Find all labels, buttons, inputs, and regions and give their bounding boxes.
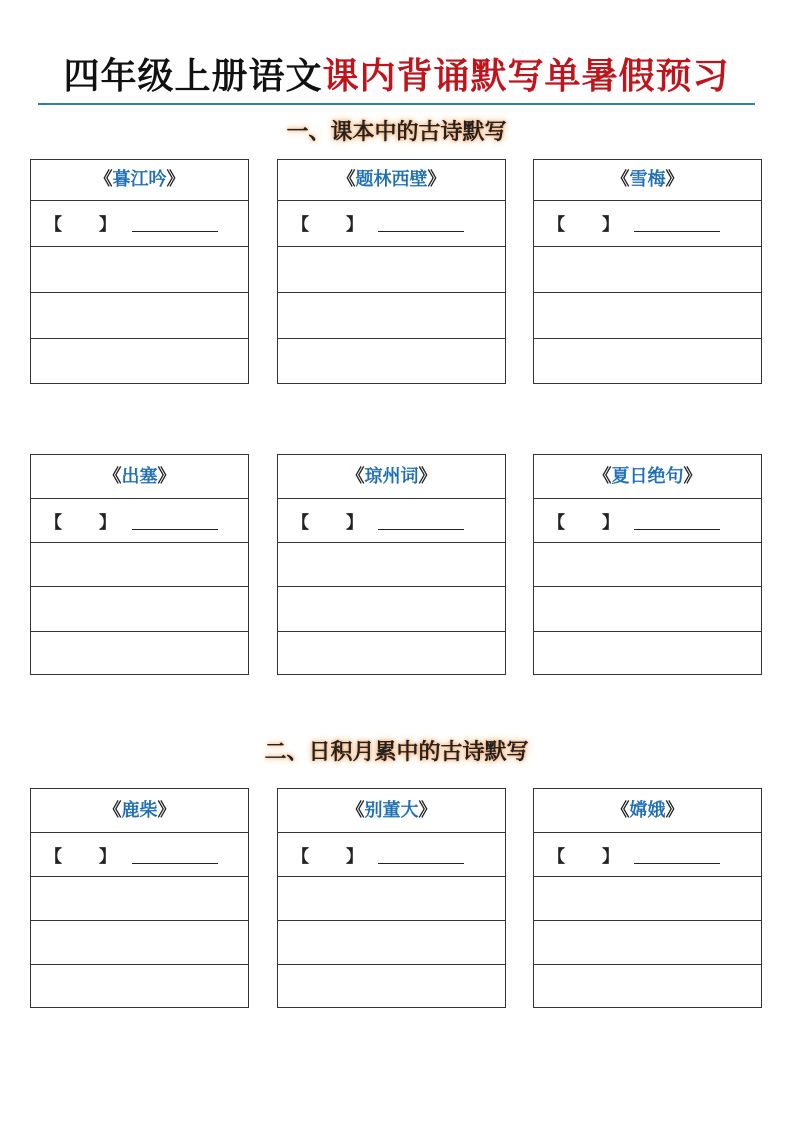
- author-blank-line[interactable]: [378, 529, 464, 530]
- quote-open: 《: [94, 169, 113, 190]
- dynasty-bracket-close: 】: [346, 513, 363, 533]
- poem-line-blank[interactable]: [278, 293, 505, 339]
- dynasty-bracket-open: 【: [292, 847, 309, 867]
- quote-open: 《: [611, 800, 630, 821]
- quote-close: 》: [166, 169, 185, 190]
- page-title: [0, 52, 793, 102]
- poem-line-blank[interactable]: [278, 921, 505, 965]
- poem-line-blank[interactable]: [534, 632, 761, 676]
- dynasty-bracket-close: 】: [99, 513, 116, 533]
- poem-title-cell: [31, 455, 248, 499]
- dynasty-bracket-close: 】: [99, 847, 116, 867]
- poem-line-blank[interactable]: [278, 339, 505, 385]
- author-blank-line[interactable]: [378, 863, 464, 864]
- poem-title-cell: [278, 455, 505, 499]
- dynasty-bracket-open: 【: [45, 215, 62, 235]
- poem-title-cell: [278, 789, 505, 833]
- poem-line-blank[interactable]: [534, 247, 761, 293]
- title-underline: [38, 103, 755, 105]
- dynasty-bracket-open: 【: [45, 847, 62, 867]
- poem-column: [533, 454, 762, 675]
- dynasty-author-row[interactable]: [534, 833, 761, 877]
- poem-column: [30, 454, 249, 675]
- section-heading-1: 一、课本中的古诗默写: [286, 120, 507, 145]
- poem-table-1: [30, 159, 762, 384]
- poem-table-3: [30, 788, 762, 1008]
- poem-line-blank[interactable]: [278, 543, 505, 587]
- dynasty-bracket-close: 】: [346, 847, 363, 867]
- poem-title: 鹿柴: [121, 800, 158, 821]
- poem-line-blank[interactable]: [31, 587, 248, 632]
- poem-line-blank[interactable]: [534, 543, 761, 587]
- poem-line-blank[interactable]: [31, 877, 248, 921]
- poem-line-blank[interactable]: [278, 247, 505, 293]
- poem-line-blank[interactable]: [278, 632, 505, 676]
- poem-title-cell: [31, 160, 248, 201]
- poem-title: 暮江吟: [112, 169, 167, 190]
- quote-close: 》: [418, 800, 437, 821]
- poem-column: [30, 788, 249, 1008]
- dynasty-bracket-open: 【: [548, 513, 565, 533]
- poem-line-blank[interactable]: [31, 247, 248, 293]
- poem-title: 别董大: [364, 800, 419, 821]
- poem-title: 雪梅: [629, 169, 666, 190]
- poem-title: 琼州词: [364, 466, 419, 487]
- quote-open: 《: [593, 466, 612, 487]
- poem-line-blank[interactable]: [534, 965, 761, 1009]
- dynasty-author-row[interactable]: [31, 499, 248, 543]
- poem-line-blank[interactable]: [534, 877, 761, 921]
- author-blank-line[interactable]: [634, 863, 720, 864]
- poem-column: [277, 788, 506, 1008]
- poem-column: [533, 159, 762, 384]
- poem-line-blank[interactable]: [278, 877, 505, 921]
- poem-column: [277, 159, 506, 384]
- quote-close: 》: [157, 466, 176, 487]
- quote-open: 《: [103, 466, 122, 487]
- poem-table-2: [30, 454, 762, 675]
- poem-column: [30, 159, 249, 384]
- dynasty-author-row[interactable]: [278, 499, 505, 543]
- quote-open: 《: [611, 169, 630, 190]
- poem-line-blank[interactable]: [31, 293, 248, 339]
- poem-line-blank[interactable]: [31, 339, 248, 385]
- dynasty-author-row[interactable]: [278, 201, 505, 247]
- quote-open: 《: [103, 800, 122, 821]
- dynasty-bracket-close: 】: [602, 215, 619, 235]
- poem-title: 题林西壁: [355, 169, 428, 190]
- poem-title-cell: [534, 789, 761, 833]
- author-blank-line[interactable]: [378, 231, 464, 232]
- poem-line-blank[interactable]: [31, 543, 248, 587]
- dynasty-author-row[interactable]: [534, 201, 761, 247]
- quote-open: 《: [337, 169, 356, 190]
- poem-title: 嫦娥: [629, 800, 666, 821]
- page-title-red: 课内背诵默写单暑假预习: [322, 56, 730, 97]
- author-blank-line[interactable]: [634, 529, 720, 530]
- poem-line-blank[interactable]: [31, 965, 248, 1009]
- quote-open: 《: [346, 466, 365, 487]
- poem-line-blank[interactable]: [31, 632, 248, 676]
- poem-title-cell: [534, 455, 761, 499]
- dynasty-bracket-close: 】: [602, 513, 619, 533]
- poem-column: [277, 454, 506, 675]
- poem-title: 出塞: [121, 466, 158, 487]
- dynasty-bracket-open: 【: [45, 513, 62, 533]
- dynasty-author-row[interactable]: [534, 499, 761, 543]
- quote-open: 《: [346, 800, 365, 821]
- poem-title: 夏日绝句: [611, 466, 684, 487]
- author-blank-line[interactable]: [132, 863, 218, 864]
- poem-line-blank[interactable]: [534, 587, 761, 632]
- author-blank-line[interactable]: [634, 231, 720, 232]
- poem-title-cell: [278, 160, 505, 201]
- dynasty-bracket-close: 】: [602, 847, 619, 867]
- quote-close: 》: [665, 800, 684, 821]
- dynasty-bracket-open: 【: [548, 847, 565, 867]
- dynasty-bracket-close: 】: [346, 215, 363, 235]
- poem-line-blank[interactable]: [31, 921, 248, 965]
- dynasty-author-row[interactable]: [31, 201, 248, 247]
- dynasty-bracket-open: 【: [292, 215, 309, 235]
- quote-close: 》: [427, 169, 446, 190]
- author-blank-line[interactable]: [132, 529, 218, 530]
- quote-close: 》: [157, 800, 176, 821]
- dynasty-bracket-close: 】: [99, 215, 116, 235]
- quote-close: 》: [683, 466, 702, 487]
- poem-column: [533, 788, 762, 1008]
- author-blank-line[interactable]: [132, 231, 218, 232]
- dynasty-bracket-open: 【: [292, 513, 309, 533]
- section-heading-2: 二、日积月累中的古诗默写: [264, 740, 529, 765]
- dynasty-author-row[interactable]: [278, 833, 505, 877]
- poem-line-blank[interactable]: [534, 293, 761, 339]
- poem-line-blank[interactable]: [278, 965, 505, 1009]
- quote-close: 》: [665, 169, 684, 190]
- dynasty-author-row[interactable]: [31, 833, 248, 877]
- poem-line-blank[interactable]: [534, 921, 761, 965]
- poem-title-cell: [31, 789, 248, 833]
- poem-line-blank[interactable]: [534, 339, 761, 385]
- quote-close: 》: [418, 466, 437, 487]
- dynasty-bracket-open: 【: [548, 215, 565, 235]
- poem-title-cell: [534, 160, 761, 201]
- page-title-black: 四年级上册语文: [63, 56, 323, 97]
- poem-line-blank[interactable]: [278, 587, 505, 632]
